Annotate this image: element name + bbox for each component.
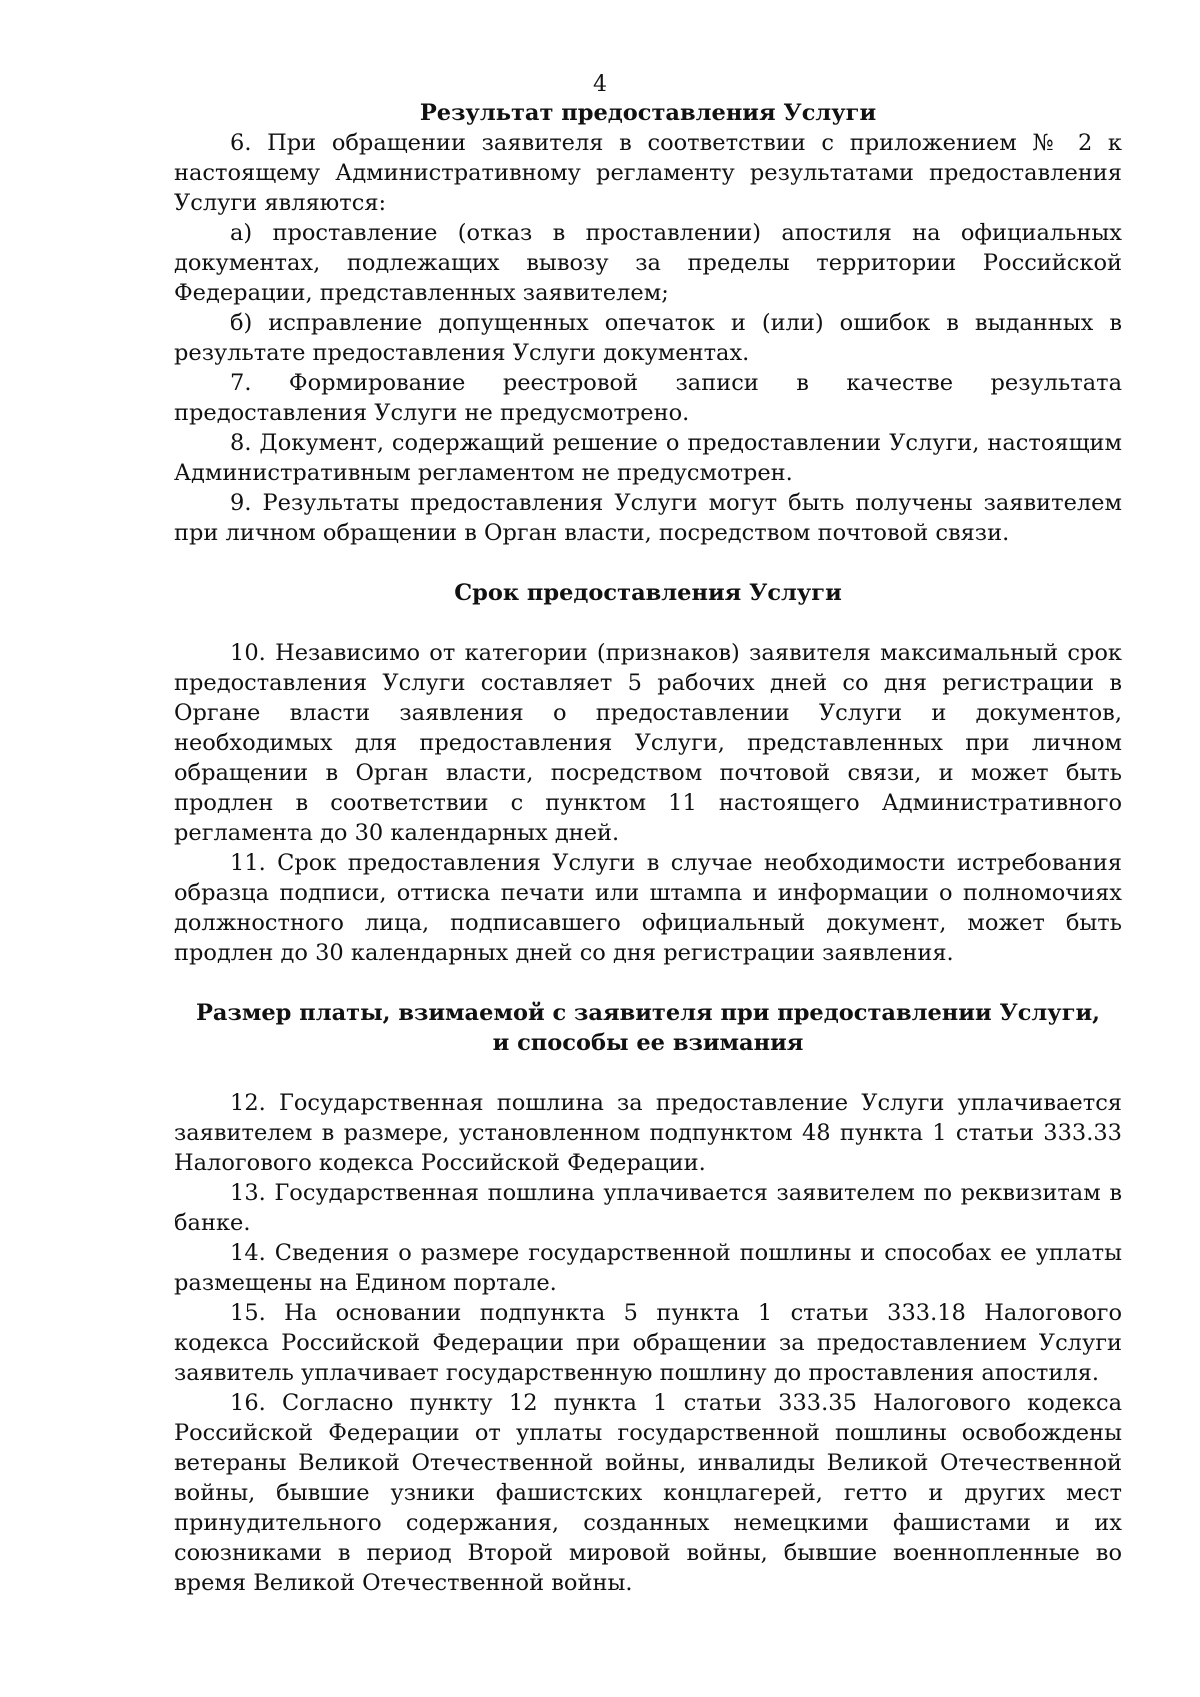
spacer — [174, 968, 1122, 998]
paragraph-10: 10. Независимо от категории (признаков) заявителя максимальный срок предоставления Услуги составляет 5 рабочих дней со дня регистрации в Органе власти заявления о предоставлении Услуги и документов, необходимых для предоставления Услуги, представленных при личном обращении в Орган власти, посредством почтовой связи, и может быть продлен в соответствии с пунктом 11 настоящего Административного регламента до 30 календарных дней. — [174, 640, 1122, 846]
section-heading-fee-line1: Размер платы, взимаемой с заявителя при предоставлении Услуги, — [195, 1000, 1101, 1026]
paragraph-9: 9. Результаты предоставления Услуги могут быть получены заявителем при личном обращении в Орган власти, посредством почтовой связи. — [174, 490, 1122, 546]
spacer — [174, 608, 1122, 638]
subparagraph-b: б) исправление допущенных опечаток и (или) ошибок в выданных в результате предоставления Услуги документах. — [174, 310, 1122, 366]
paragraph-6: 6. При обращении заявителя в соответствии с приложением № 2 к настоящему Административному регламенту результатами предоставления Услуги являются: — [174, 130, 1122, 216]
paragraph-13: 13. Государственная пошлина уплачивается заявителем по реквизитам в банке. — [174, 1180, 1122, 1236]
paragraph-16: 16. Согласно пункту 12 пункта 1 статьи 333.35 Налогового кодекса Российской Федерации от уплаты государственной пошлины освобождены ветераны Великой Отечественной войны, инвалиды Великой Отечественной войны, бывшие узники фашистских концлагерей, гетто и других мест принудительного содержания, созданных немецкими фашистами и их союзниками в период Второй мировой войны, бывшие военнопленные во время Великой Отечественной войны. — [174, 1390, 1122, 1596]
section-heading-result: Результат предоставления Услуги — [419, 100, 877, 126]
section-heading-fee — [174, 998, 1122, 1058]
paragraph-12: 12. Государственная пошлина за предоставление Услуги уплачивается заявителем в размере, установленном подпунктом 48 пункта 1 статьи 333.33 Налогового кодекса Российской Федерации. — [174, 1090, 1122, 1176]
subparagraph-a: а) проставление (отказ в проставлении) апостиля на официальных документах, подлежащих вывозу за пределы территории Российской Федерации, представленных заявителем; — [174, 220, 1122, 306]
paragraph-8: 8. Документ, содержащий решение о предоставлении Услуги, настоящим Административным регламентом не предусмотрен. — [174, 430, 1122, 486]
section-heading-fee-line2: и способы ее взимания — [492, 1030, 804, 1056]
page-number: 4 — [593, 72, 607, 97]
paragraph-11: 11. Срок предоставления Услуги в случае необходимости истребования образца подписи, оттиска печати или штампа и информации о полномочиях должностного лица, подписавшего официальный документ, может быть продлен до 30 календарных дней со дня регистрации заявления. — [174, 850, 1122, 966]
paragraph-14: 14. Сведения о размере государственной пошлины и способах ее уплаты размещены на Едином портале. — [174, 1240, 1122, 1296]
section-heading-term: Срок предоставления Услуги — [454, 580, 842, 606]
paragraph-7: 7. Формирование реестровой записи в качестве результата предоставления Услуги не предусмотрено. — [174, 370, 1122, 426]
document-body — [174, 98, 1122, 1598]
section-term — [174, 578, 1122, 968]
section-fee — [174, 998, 1122, 1598]
spacer — [174, 1058, 1122, 1088]
paragraph-15: 15. На основании подпункта 5 пункта 1 статьи 333.18 Налогового кодекса Российской Федерации при обращении за предоставлением Услуги заявитель уплачивает государственную пошлину до проставления апостиля. — [174, 1300, 1122, 1386]
spacer — [174, 548, 1122, 578]
section-result — [174, 98, 1122, 548]
